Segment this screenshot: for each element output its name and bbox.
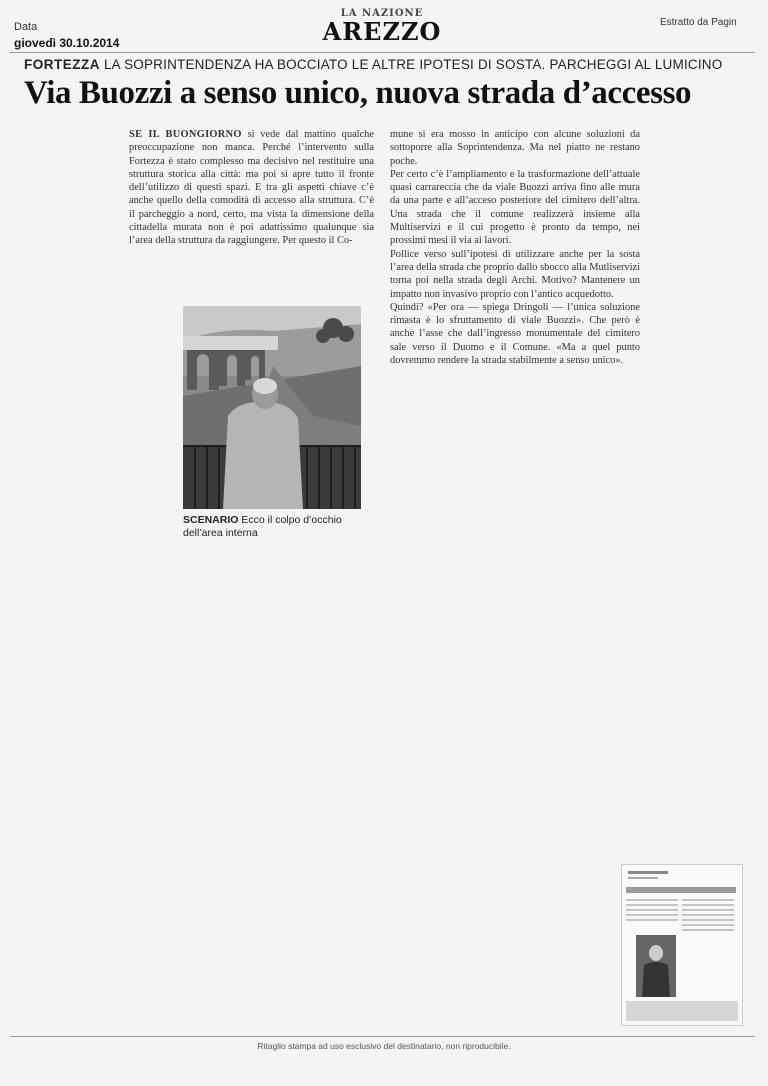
article-kicker bbox=[24, 57, 722, 72]
extract-label: Estratto da Pagin bbox=[660, 17, 737, 28]
footer-divider bbox=[10, 1036, 755, 1037]
publication-date: giovedì 30.10.2014 bbox=[14, 36, 120, 50]
column-2-paragraph: mune si era mosso in anticipo con alcune soluzioni da sottoporre alla Soprintendenza. Ma nel piatto ne restano poche. bbox=[390, 129, 640, 167]
column-2-paragraph: Per certo c’è l’ampliamento e la trasformazione dell’attuale quasi carrareccia che da viale Buozzi arriva fino alle mura da una parte e all’acceso posteriore del cimitero dell’altra. Una strada che il comune realizzerà insieme alla Multiservizi e il cui progetto è pronto da tempo, nei prossimi mesi il via ai lavori. bbox=[390, 168, 640, 247]
lead-in: SE IL BUONGIORNO bbox=[129, 129, 242, 140]
kicker-section: FORTEZZA bbox=[24, 57, 100, 72]
column-1-text: si vede dal mattino qualche preoccupazione non manca. Perché l’intervento sulla Fortezza è stato complesso ma decisivo nel restituire una struttura storica alla città: ma poi si apre tutto il fronte dell’utilizzo di questi spazi. E tra gli aspetti chiave c’è anche quello della comodità di accesso alla struttura. C’è il parcheggio a nord, certo, ma vista la dimensione della cittadella murata non è poi adattissimo qualunque sia l’area della struttura da raggiungere. Per questo il Co- bbox=[129, 129, 374, 247]
data-label: Data bbox=[14, 21, 38, 33]
column-1-paragraph bbox=[129, 128, 374, 248]
header-divider bbox=[10, 52, 755, 53]
photo-caption bbox=[183, 514, 373, 540]
column-2-paragraph: Quindi? «Per ora — spiega Dringoli — l’unica soluzione rimasta è lo sfruttamento di viale Buozzi». Che però è anche l’asse che dall’ingresso monumentale del cimitero sale verso il Duomo e il Comune. «Ma a quel punto dovremmo rendere la strada stabilmente a senso unico». bbox=[390, 301, 640, 367]
article-column-2 bbox=[390, 128, 640, 367]
article-column-1 bbox=[129, 128, 374, 248]
masthead-newspaper-name: LA NAZIONE bbox=[340, 8, 424, 16]
article-headline: Via Buozzi a senso unico, nuova strada d’accesso bbox=[24, 75, 692, 111]
caption-text: Ecco il colpo d’occhio dell’area interna bbox=[183, 514, 342, 539]
article-photo bbox=[183, 306, 361, 509]
masthead-city: AREZZO bbox=[322, 17, 442, 46]
caption-label: SCENARIO bbox=[183, 514, 239, 526]
kicker-text: LA SOPRINTENDENZA HA BOCCIATO LE ALTRE IPOTESI DI SOSTA. PARCHEGGI AL LUMICINO bbox=[103, 57, 723, 72]
column-2-paragraph: Pollice verso sull’ipotesi di utilizzare anche per la sosta l’area della strada che proprio dallo sbocco alla Mutliservizi torna poi nella strada degli Archi. Motivo? Mantenere un impatto non invasivo proprio con l’antico acquedotto. bbox=[390, 248, 640, 300]
page-thumbnail bbox=[621, 864, 743, 1026]
footer-notice: Ritaglio stampa ad uso esclusivo del destinatario, non riproducibile. bbox=[257, 1041, 511, 1051]
